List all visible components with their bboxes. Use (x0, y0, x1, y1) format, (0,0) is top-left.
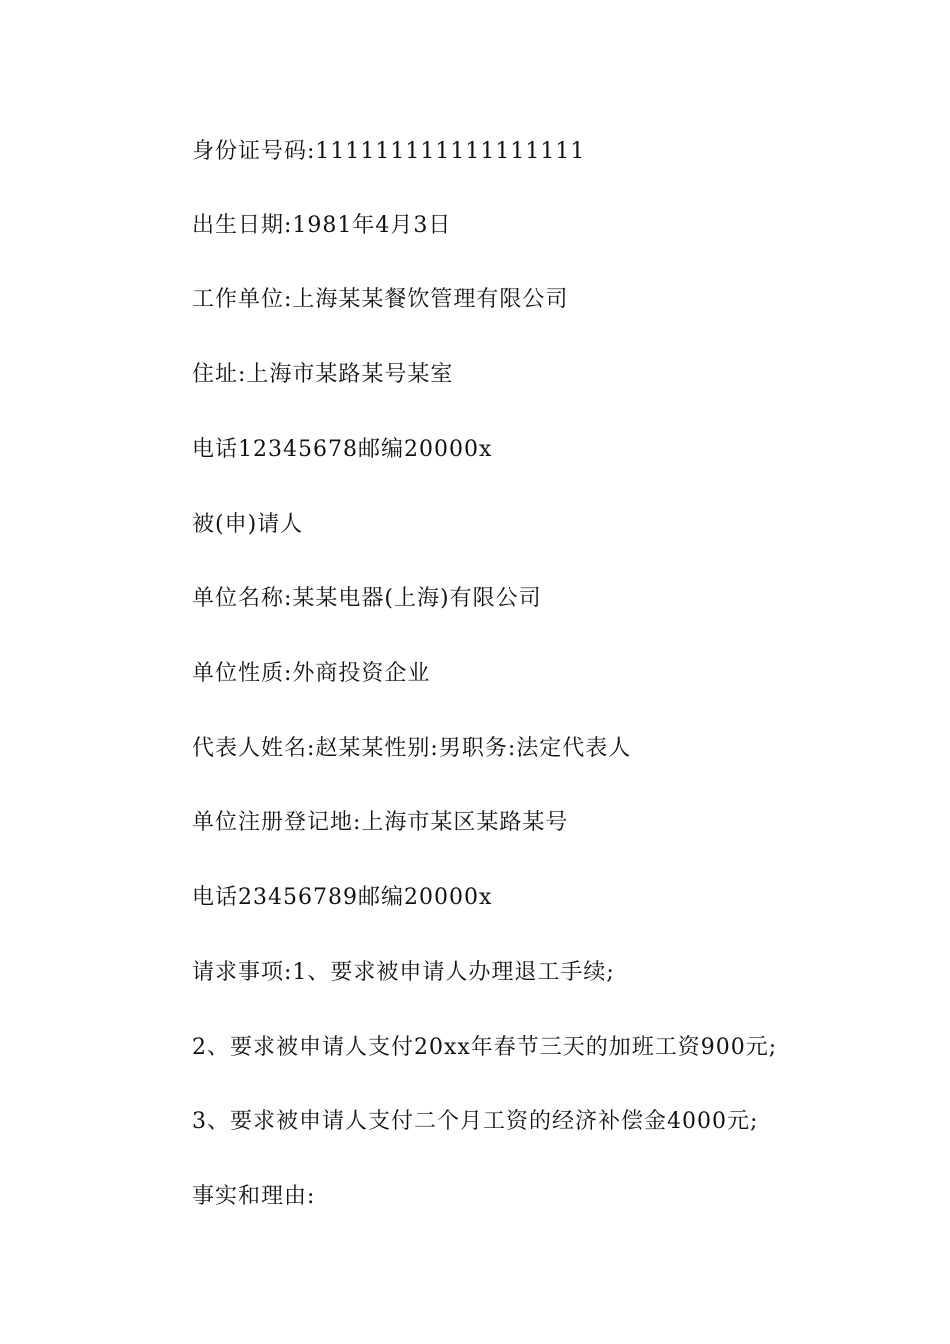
claims-item-1: 请求事项:1、要求被申请人办理退工手续; (192, 960, 615, 985)
id-number-line: 身份证号码:111111111111111111 (192, 139, 586, 164)
claims-item-3: 3、要求被申请人支付二个月工资的经济补偿金4000元; (192, 1109, 759, 1134)
representative-line: 代表人姓名:赵某某性别:男职务:法定代表人 (192, 736, 632, 761)
applicant-phone-line: 电话12345678邮编20000x (192, 437, 493, 462)
respondent-heading: 被(申)请人 (192, 512, 304, 537)
employer-line: 工作单位:上海某某餐饮管理有限公司 (192, 287, 569, 312)
address-line: 住址:上海市某路某号某室 (192, 362, 454, 387)
respondent-phone-line: 电话23456789邮编20000x (192, 885, 493, 910)
facts-and-reasons-heading: 事实和理由: (192, 1184, 316, 1209)
birth-date-line: 出生日期:1981年4月3日 (192, 213, 452, 238)
company-type-line: 单位性质:外商投资企业 (192, 661, 431, 686)
registered-address-line: 单位注册登记地:上海市某区某路某号 (192, 810, 569, 835)
company-name-line: 单位名称:某某电器(上海)有限公司 (192, 586, 542, 611)
claims-item-2: 2、要求被申请人支付20xx年春节三天的加班工资900元; (192, 1035, 778, 1060)
